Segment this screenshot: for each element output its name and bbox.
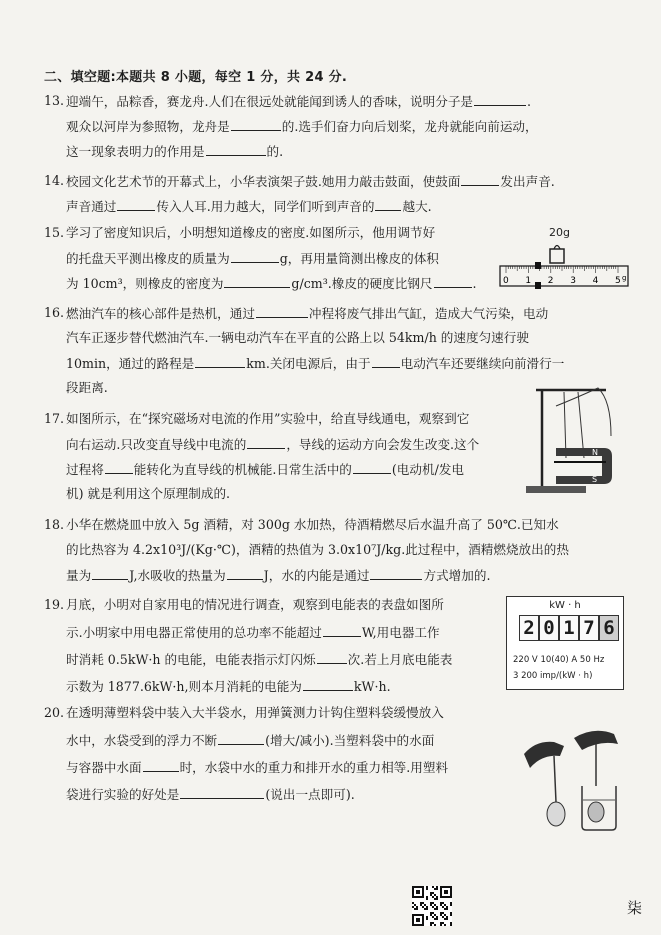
scale-labels xyxy=(503,274,626,286)
answer-blank[interactable] xyxy=(372,354,400,368)
question-text: 小华在燃烧皿中放入 5g 酒精，对 300g 水加热，待酒精燃尽后水温升高了 50℃.已知水 xyxy=(66,517,559,532)
scale-label: 4 xyxy=(592,276,599,286)
meter-unit: kW · h xyxy=(549,600,581,611)
question-text: 的托盘天平测出橡皮的质量为 xyxy=(66,251,230,266)
question-text: W,用电器工作 xyxy=(361,625,440,640)
question-text: g/cm³.橡皮的硬度比钢尺 xyxy=(291,276,433,291)
motor-apparatus-figure xyxy=(516,376,626,506)
question-text: ，导线的运动方向会发生改变.这个 xyxy=(286,437,480,452)
question-number: 18. xyxy=(44,517,65,532)
question-line xyxy=(66,329,529,347)
question-number: 13. xyxy=(44,93,65,108)
answer-blank[interactable] xyxy=(180,785,264,799)
question-line xyxy=(66,785,355,804)
question-line xyxy=(66,677,391,696)
question-text: 电动汽车还要继续向前滑行一 xyxy=(400,356,565,371)
meter-digits xyxy=(519,615,619,641)
question-text: 的. xyxy=(266,144,284,159)
question-line xyxy=(66,435,479,454)
meter-digit: 0 xyxy=(539,615,559,641)
question-text: 次.若上月底电能表 xyxy=(347,652,453,667)
question-line xyxy=(66,485,230,503)
corner-mark: 柒 xyxy=(627,899,643,917)
question-text: 越大. xyxy=(402,199,432,214)
answer-blank[interactable] xyxy=(461,172,499,186)
question-text: kW·h. xyxy=(353,679,391,694)
question-line xyxy=(66,224,435,242)
answer-blank[interactable] xyxy=(224,274,290,288)
question-line xyxy=(66,304,548,323)
question-text: (增大/减小).当塑料袋中的水面 xyxy=(265,733,435,748)
answer-blank[interactable] xyxy=(317,650,347,664)
scale-label: 5 xyxy=(615,276,621,286)
answer-blank[interactable] xyxy=(195,354,245,368)
answer-blank[interactable] xyxy=(256,304,308,318)
question-text: 在透明薄塑料袋中装入大半袋水，用弹簧测力计钩住塑料袋缓慢放入 xyxy=(66,705,444,720)
question-text: . xyxy=(527,94,532,109)
question-text: 时消耗 0.5kW·h 的电能，电能表指示灯闪烁 xyxy=(66,652,316,667)
question-line xyxy=(66,541,569,559)
scale-unit: g xyxy=(622,274,627,282)
question-text: J,水吸收的热量为 xyxy=(129,568,226,583)
question-text: 示数为 1877.6kW·h,则本月消耗的电能为 xyxy=(66,679,302,694)
weight-block xyxy=(550,249,564,263)
question-text: 冲程将废气排出气缸，造成大气污染，电动 xyxy=(308,306,549,321)
stand-base xyxy=(526,486,586,493)
question-text: (说出一点即可). xyxy=(265,787,355,802)
answer-blank[interactable] xyxy=(92,566,128,580)
question-number: 20. xyxy=(44,705,65,720)
question-text: 汽车正逐步替代燃油汽车.一辆电动汽车在平直的公路上以 54km/h 的速度匀速行驶 xyxy=(66,330,529,345)
answer-blank[interactable] xyxy=(303,677,353,691)
question-text: 能转化为直导线的机械能.日常生活中的 xyxy=(133,462,352,477)
question-text: 如图所示，在“探究磁场对电流的作用”实验中，给直导线通电，观察到它 xyxy=(66,411,470,426)
question-line xyxy=(66,379,108,397)
answer-blank[interactable] xyxy=(105,460,133,474)
svg-text:N: N xyxy=(592,448,598,457)
scale-label: 3 xyxy=(570,276,576,286)
meter-digit-decimal: 6 xyxy=(599,615,619,641)
question-number: 17. xyxy=(44,411,65,426)
question-text: J，水的内能是通过 xyxy=(263,568,370,583)
section-title: 二、填空题:本题共 8 小题，每空 1 分，共 24 分. xyxy=(44,70,348,85)
answer-blank[interactable] xyxy=(206,142,266,156)
question-number: 19. xyxy=(44,597,65,612)
question-text: 机) 就是利用这个原理制成的. xyxy=(66,486,231,501)
question-line xyxy=(66,623,440,642)
question-text: 量为 xyxy=(66,568,92,583)
question-text: 学习了密度知识后，小明想知道橡皮的密度.如图所示，他用调节好 xyxy=(66,225,436,240)
answer-blank[interactable] xyxy=(323,623,361,637)
question-text: 10min，通过的路程是 xyxy=(66,356,195,371)
balance-scale-figure xyxy=(494,222,634,298)
answer-blank[interactable] xyxy=(474,92,526,106)
question-number: 16. xyxy=(44,305,65,320)
question-number: 14. xyxy=(44,173,65,188)
answer-blank[interactable] xyxy=(218,731,264,745)
question-text: km.关闭电源后，由于 xyxy=(246,356,371,371)
answer-blank[interactable] xyxy=(247,435,285,449)
question-line xyxy=(66,249,439,268)
svg-text:S: S xyxy=(592,475,598,484)
question-line xyxy=(66,274,477,293)
scale-label: 2 xyxy=(547,276,554,286)
question-text: 发出声音. xyxy=(500,174,555,189)
question-line xyxy=(66,650,452,669)
question-line xyxy=(66,731,434,750)
rider xyxy=(535,262,541,269)
question-text: 月底，小明对自家用电的情况进行调查，观察到电能表的表盘如图所 xyxy=(66,597,444,612)
scale-label: 0 xyxy=(503,276,509,286)
question-text: 方式增加的. xyxy=(423,568,491,583)
answer-blank[interactable] xyxy=(227,566,263,580)
meter-digit: 7 xyxy=(579,615,599,641)
question-text: 迎端午，品粽香，赛龙舟.人们在很远处就能闻到诱人的香味，说明分子是 xyxy=(66,94,474,109)
answer-blank[interactable] xyxy=(375,197,401,211)
meter-digit: 2 xyxy=(519,615,539,641)
question-text: 时，水袋中水的重力和排开水的重力相等.用塑料 xyxy=(179,760,449,775)
question-text: 声音通过 xyxy=(66,199,117,214)
question-text: 这一现象表明力的作用是 xyxy=(66,144,205,159)
question-text: 观众以河岸为参照物，龙舟是 xyxy=(66,119,230,134)
hand-left xyxy=(524,742,564,768)
rider-bottom xyxy=(535,282,541,289)
answer-blank[interactable] xyxy=(370,566,422,580)
meter-spec-imp: 3 200 imp/(kW · h) xyxy=(513,671,593,681)
question-line xyxy=(66,354,564,373)
question-text: 燃油汽车的核心部件是热机，通过 xyxy=(66,306,255,321)
question-text: 的.选手们奋力向后划桨，龙舟就能向前运动， xyxy=(281,119,538,134)
question-text: 为 10cm³，则橡皮的密度为 xyxy=(66,276,224,291)
question-line xyxy=(66,172,555,191)
water-bag-figure xyxy=(516,716,626,836)
answer-blank[interactable] xyxy=(117,197,155,211)
question-text: 水中，水袋受到的浮力不断 xyxy=(66,733,218,748)
meter-digit: 1 xyxy=(559,615,579,641)
question-text: 与容器中水面 xyxy=(66,760,142,775)
spring-scale-left xyxy=(554,756,556,802)
answer-blank[interactable] xyxy=(231,249,279,263)
horseshoe-magnet xyxy=(556,448,612,484)
water-bag-air xyxy=(547,802,565,826)
question-line xyxy=(66,758,448,777)
energy-meter-figure xyxy=(506,596,624,690)
question-line xyxy=(66,117,538,136)
question-text: 向右运动.只改变直导线中电流的 xyxy=(66,437,247,452)
scale-label: 1 xyxy=(525,276,532,286)
question-line xyxy=(66,516,559,534)
question-text: g，再用量筒测出橡皮的体积 xyxy=(279,251,439,266)
answer-blank[interactable] xyxy=(353,460,391,474)
meter-spec-rating: 220 V 10(40) A 50 Hz xyxy=(513,655,605,665)
answer-blank[interactable] xyxy=(143,758,179,772)
question-text: 过程将 xyxy=(66,462,104,477)
question-text: 传入人耳.用力越大，同学们听到声音的 xyxy=(156,199,375,214)
question-text: 的比热容为 4.2x10³J/(Kg·℃)，酒精的热值为 3.0x10⁷J/kg.此过程中，酒精燃烧放出的热 xyxy=(66,542,569,557)
question-line xyxy=(66,197,432,216)
question-line xyxy=(66,142,283,161)
question-text: . xyxy=(472,276,477,291)
question-text: 段距离. xyxy=(66,380,108,395)
answer-blank[interactable] xyxy=(434,274,472,288)
question-line xyxy=(66,596,444,614)
question-text: 校园文化艺术节的开幕式上，小华表演架子鼓.她用力敲击鼓面，使鼓面 xyxy=(66,174,461,189)
scale-ticks xyxy=(506,266,618,273)
water-bag-submerged xyxy=(588,802,604,822)
qr-code xyxy=(412,886,452,926)
weight-label: 20g xyxy=(549,226,570,239)
question-line xyxy=(66,566,490,585)
question-text: 袋进行实验的好处是 xyxy=(66,787,180,802)
question-text: 示.小明家中用电器正常使用的总功率不能超过 xyxy=(66,625,322,640)
question-text: (电动机/发电 xyxy=(391,462,465,477)
question-line xyxy=(66,410,469,428)
question-line xyxy=(66,92,531,111)
question-line xyxy=(66,704,444,722)
question-number: 15. xyxy=(44,225,65,240)
question-line xyxy=(66,460,464,479)
answer-blank[interactable] xyxy=(231,117,281,131)
